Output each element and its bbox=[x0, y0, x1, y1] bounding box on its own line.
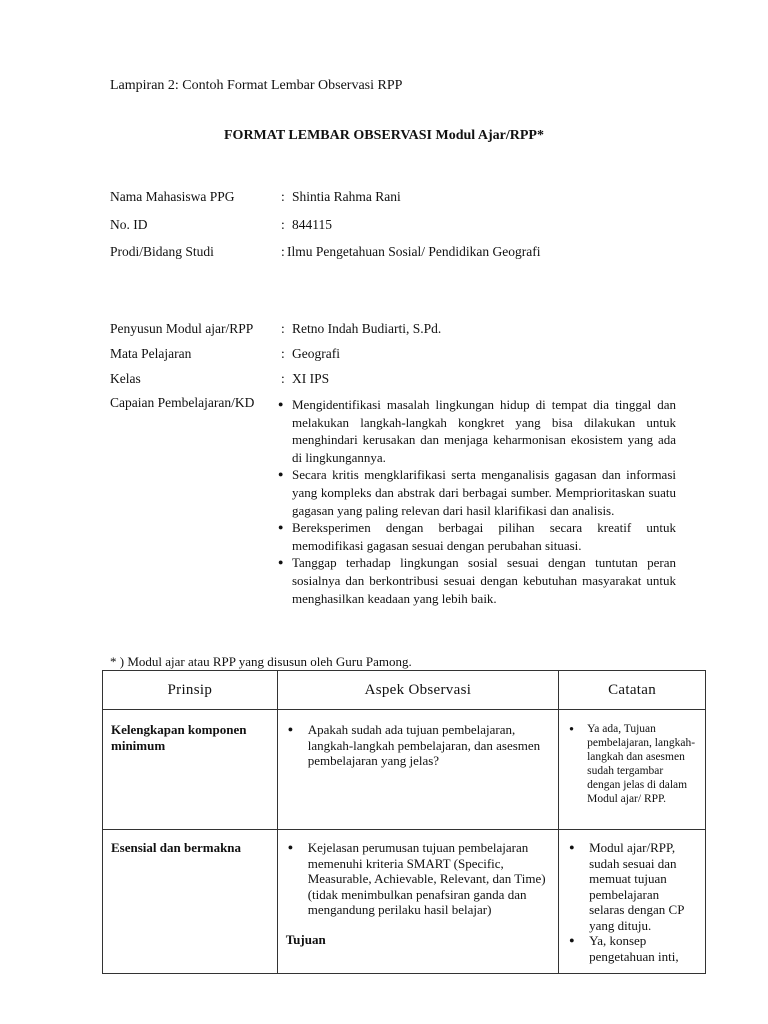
principle-cell: Esensial dan bermakna bbox=[103, 830, 278, 974]
module-author-value: Retno Indah Budiarti, S.Pd. bbox=[292, 321, 442, 336]
learning-outcome-list bbox=[278, 396, 676, 607]
learning-outcome-item: ● Tanggap terhadap lingkungan sosial sesuai dengan tuntutan peran sosialnya dan berkontribusi sesuai dengan kebutuhan masyarakat untuk menghasilkan keadaan yang lebih baik. bbox=[278, 554, 676, 607]
document-title: FORMAT LEMBAR OBSERVASI Modul Ajar/RPP* bbox=[224, 128, 544, 143]
table-row bbox=[103, 830, 706, 974]
appendix-heading: Lampiran 2: Contoh Format Lembar Observasi RPP bbox=[110, 78, 403, 93]
footnote: * ) Modul ajar atau RPP yang disusun oleh Guru Pamong. bbox=[110, 654, 412, 669]
aspect-cell bbox=[277, 710, 558, 830]
field-colon: : bbox=[281, 189, 285, 204]
notes-list bbox=[567, 722, 697, 806]
aspect-list bbox=[286, 722, 550, 769]
field-colon: : bbox=[281, 217, 285, 232]
table-header-row bbox=[103, 671, 706, 710]
study-program-label: Prodi/Bidang Studi bbox=[110, 244, 214, 259]
header-notes: Catatan bbox=[559, 671, 706, 710]
aspect-list bbox=[286, 840, 550, 918]
student-id-label: No. ID bbox=[110, 217, 148, 232]
learning-outcome-item: ● Bereksperimen dengan berbagai pilihan secara kreatif untuk memodifikasi gagasan sesuai dengan perubahan situasi. bbox=[278, 519, 676, 554]
student-id-value: 844115 bbox=[292, 217, 332, 232]
learning-outcome-item: ● Secara kritis mengklarifikasi serta menganalisis gagasan dan informasi yang kompleks dan abstrak dari berbagai sumber. Memprioritaskan suatu gagasan yang paling relevan dari hasil klarifikasi dan analisis. bbox=[278, 466, 676, 519]
study-program-value: Ilmu Pengetahuan Sosial/ Pendidikan Geografi bbox=[287, 244, 541, 259]
module-author-label: Penyusun Modul ajar/RPP bbox=[110, 321, 254, 336]
field-colon: : bbox=[281, 321, 285, 336]
field-colon: : bbox=[281, 346, 285, 361]
header-principle: Prinsip bbox=[103, 671, 278, 710]
aspect-item: ● Kejelasan perumusan tujuan pembelajaran memenuhi kriteria SMART (Specific, Measurable, Achievable, Relevant, dan Time) (tidak menimbulkan penafsiran ganda dan mengandung perilaku hasil belajar) bbox=[286, 840, 550, 918]
aspect-subheading: Tujuan bbox=[285, 931, 326, 947]
learning-outcome-item: ● Mengidentifikasi masalah lingkungan hidup di tempat dia tinggal dan melakukan langkah-langkah kongkret yang bisa dilakukan untuk menghindari kerusakan dan menjaga keharmonisan ekosistem yang ada di lingkungannya. bbox=[278, 396, 676, 466]
aspect-cell bbox=[277, 830, 558, 974]
principle-cell: Kelengkapan komponen minimum bbox=[103, 710, 278, 830]
table-row bbox=[103, 710, 706, 830]
field-colon: : bbox=[281, 371, 285, 386]
student-name-label: Nama Mahasiswa PPG bbox=[110, 189, 235, 204]
class-value: XI IPS bbox=[292, 371, 330, 386]
student-name-value: Shintia Rahma Rani bbox=[292, 189, 401, 204]
subject-value: Geografi bbox=[292, 346, 340, 361]
aspect-item: ● Apakah sudah ada tujuan pembelajaran, langkah-langkah pembelajaran, dan asesmen pembelajaran yang jelas? bbox=[286, 722, 550, 769]
note-item: ● Modul ajar/RPP, sudah sesuai dan memuat tujuan pembelajaran selaras dengan CP yang dituju. bbox=[567, 840, 697, 933]
learning-outcome-label: Capaian Pembelajaran/KD bbox=[110, 395, 255, 410]
subject-label: Mata Pelajaran bbox=[110, 346, 192, 361]
class-label: Kelas bbox=[110, 371, 141, 386]
notes-list bbox=[567, 840, 697, 964]
note-item: ● Ya ada, Tujuan pembelajaran, langkah-langkah dan asesmen sudah tergambar dengan jelas di dalam Modul ajar/ RPP. bbox=[567, 722, 697, 806]
note-item: ● Ya, konsep pengetahuan inti, bbox=[567, 933, 697, 964]
notes-cell bbox=[559, 710, 706, 830]
notes-cell bbox=[559, 830, 706, 974]
field-colon: : bbox=[281, 244, 285, 259]
header-aspect: Aspek Observasi bbox=[277, 671, 558, 710]
observation-table bbox=[102, 670, 706, 974]
